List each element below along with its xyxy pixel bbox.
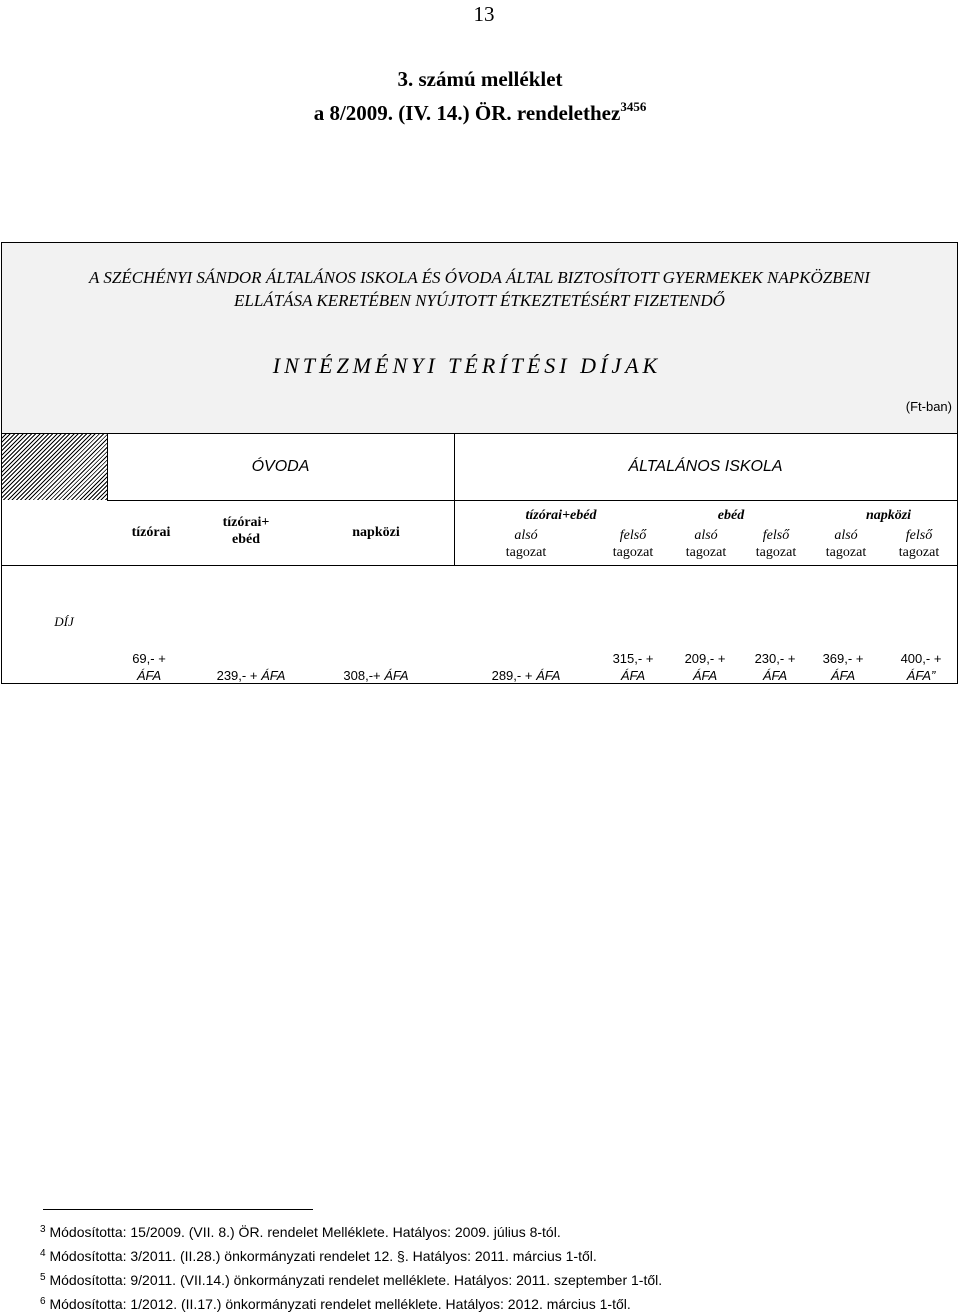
table-right-border	[957, 434, 958, 684]
group-row-divider	[107, 500, 957, 501]
value-tizorai: 69,- + ÁFA	[132, 651, 166, 683]
annex-line-1: 3. számú melléklet	[397, 67, 563, 91]
group-ovoda: ÓVODA	[251, 458, 310, 475]
col-tizorai-ebed-line-2: ebéd	[232, 532, 260, 547]
header-box	[1, 242, 958, 434]
footnote-6: $^6$ Módosította: 1/2012. (II.17.) önkormányzati rendelet melléklete. Hatályos: 2012. március 1-től.	[40, 1296, 631, 1312]
annex-title	[0, 66, 960, 127]
hatched-corner-cell	[1, 434, 108, 500]
sub-also-3: alsó tagozat	[825, 528, 867, 560]
sub-felso-3: felső tagozat	[898, 528, 940, 560]
col-napkozi: napközi	[352, 525, 400, 540]
main-title	[2, 266, 957, 312]
footnote-separator	[43, 1209, 313, 1210]
col-tizorai: tízórai	[131, 525, 171, 540]
page-number: 13	[473, 2, 495, 26]
annex-line-2	[0, 93, 960, 127]
footnotes	[40, 1219, 662, 1315]
table-left-border	[1, 434, 2, 684]
row-label-dij: DÍJ	[54, 614, 74, 629]
fee-table	[1, 434, 958, 684]
value-napkozi-felso: 400,- + ÁFA”	[900, 651, 942, 683]
grp-ebed: ebéd	[717, 508, 745, 523]
main-title-line-2: ELLÁTÁSA KERETÉBEN NYÚJTOTT ÉTKEZTETÉSÉRT FIZETENDŐ	[234, 291, 725, 310]
value-tizorai-ebed: 239,- + ÁFA	[216, 668, 286, 683]
footnote-3: $^3$ Módosította: 15/2009. (VII. 8.) ÖR. rendelet Melléklete. Hatályos: 2009. július 8-tól.	[40, 1224, 561, 1240]
annex-footnote-marks: 3456	[620, 99, 647, 114]
value-napkozi-also: 369,- + ÁFA	[822, 651, 864, 683]
group-iskola: ÁLTALÁNOS ISKOLA	[628, 458, 783, 475]
annex-regulation: a 8/2009. (IV. 14.) ÖR. rendelethez	[313, 101, 621, 125]
currency-unit: (Ft-ban)	[905, 399, 952, 414]
col-tizorai-ebed-line-1: tízórai+	[222, 515, 270, 530]
sub-also-1: alsó tagozat	[505, 528, 547, 560]
value-tizorai-ebed-also: 289,- + ÁFA	[491, 668, 561, 683]
fee-title: INTÉZMÉNYI TÉRÍTÉSI DÍJAK	[272, 353, 662, 378]
sub-felso-2: felső tagozat	[755, 528, 797, 560]
value-tizorai-ebed-felso: 315,- + ÁFA	[612, 651, 654, 683]
footnote-4: $^4$ Módosította: 3/2011. (II.28.) önkormányzati rendelet 12. §. Hatályos: 2011. március 1-től.	[40, 1248, 597, 1264]
header-bottom-divider	[1, 565, 958, 566]
value-napkozi: 308,-+ ÁFA	[343, 668, 409, 683]
col-tizorai-ebed	[191, 514, 301, 548]
grp-napkozi: napközi	[865, 508, 912, 523]
value-ebed-felso: 230,- + ÁFA	[754, 651, 796, 683]
sub-felso-1: felső tagozat	[612, 528, 654, 560]
sub-also-2: alsó tagozat	[685, 528, 727, 560]
grp-tizorai-ebed: tízórai+ebéd	[525, 508, 597, 523]
value-ebed-also: 209,- + ÁFA	[684, 651, 726, 683]
footnote-5: $^5$ Módosította: 9/2011. (VII.14.) önkormányzati rendelet melléklete. Hatályos: 2011. szeptember 1-től.	[40, 1272, 663, 1288]
main-title-line-1: A SZÉCHÉNYI SÁNDOR ÁLTALÁNOS ISKOLA ÉS ÓVODA ÁLTAL BIZTOSÍTOTT GYERMEKEK NAPKÖZBENI	[89, 268, 870, 287]
